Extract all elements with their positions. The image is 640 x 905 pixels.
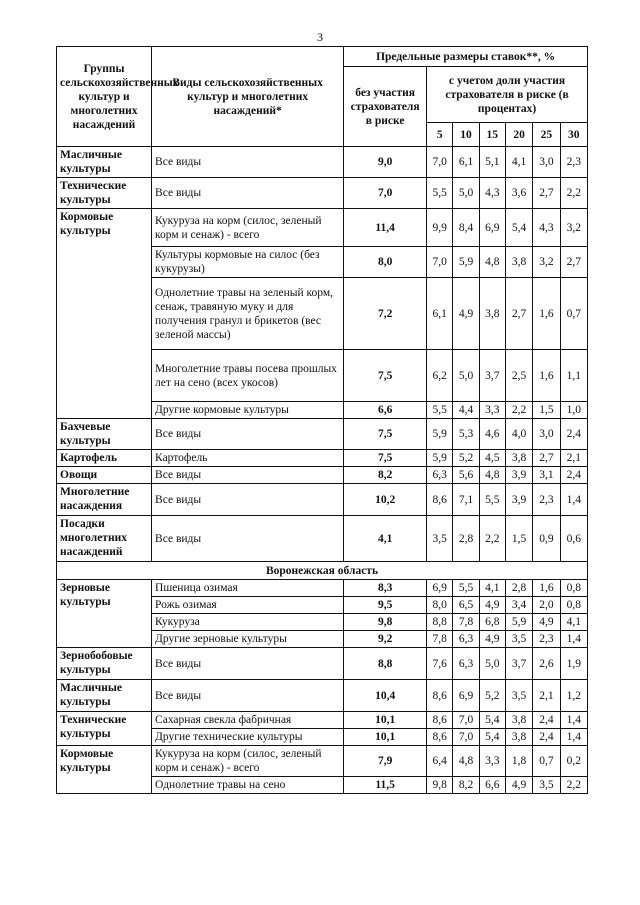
group-name: Технические культуры — [57, 712, 152, 746]
share-rate-15: 2,2 — [479, 516, 505, 562]
header-types: Виды сельскохозяйственных культур и многолетних насаждений* — [152, 47, 344, 147]
share-rate-25: 2,3 — [533, 631, 560, 648]
table-header — [57, 47, 588, 147]
share-rate-25: 3,2 — [533, 247, 560, 278]
share-rate-25: 2,7 — [533, 178, 560, 209]
table-row — [57, 147, 588, 178]
crop-name: Кукуруза — [152, 614, 344, 631]
crop-name: Все виды — [152, 178, 344, 209]
share-rate-5: 7,0 — [427, 247, 453, 278]
share-rate-30: 1,4 — [560, 484, 587, 516]
base-rate: 11,5 — [344, 777, 427, 794]
share-rate-30: 4,1 — [560, 614, 587, 631]
share-rate-30: 1,9 — [560, 648, 587, 680]
crop-name: Кукуруза на корм (силос, зеленый корм и сенаж) - всего — [152, 209, 344, 247]
share-rate-20: 3,4 — [505, 597, 532, 614]
share-rate-15: 6,8 — [479, 614, 505, 631]
share-rate-5: 8,6 — [427, 712, 453, 729]
share-rate-25: 3,0 — [533, 147, 560, 178]
base-rate: 7,5 — [344, 450, 427, 467]
share-rate-30: 2,4 — [560, 419, 587, 450]
table-row — [57, 484, 588, 516]
share-rate-10: 6,1 — [453, 147, 479, 178]
share-rate-5: 6,9 — [427, 580, 453, 597]
share-rate-10: 7,8 — [453, 614, 479, 631]
share-rate-5: 8,8 — [427, 614, 453, 631]
share-rate-20: 1,5 — [505, 516, 532, 562]
share-rate-10: 6,9 — [453, 680, 479, 712]
share-rate-20: 2,7 — [505, 278, 532, 350]
base-rate: 8,3 — [344, 580, 427, 597]
group-name: Зернобобовые культуры — [57, 648, 152, 680]
share-rate-20: 3,8 — [505, 712, 532, 729]
base-rate: 7,5 — [344, 350, 427, 402]
base-rate: 8,0 — [344, 247, 427, 278]
share-rate-25: 2,7 — [533, 450, 560, 467]
share-rate-25: 4,3 — [533, 209, 560, 247]
share-rate-5: 5,9 — [427, 450, 453, 467]
share-rate-20: 3,5 — [505, 631, 532, 648]
crop-name: Все виды — [152, 147, 344, 178]
share-rate-20: 5,9 — [505, 614, 532, 631]
share-rate-30: 2,7 — [560, 247, 587, 278]
header-no-participation: без участия страхователя в риске — [344, 67, 427, 147]
share-rate-30: 2,1 — [560, 450, 587, 467]
share-rate-15: 3,8 — [479, 278, 505, 350]
share-rate-5: 8,0 — [427, 597, 453, 614]
crop-name: Все виды — [152, 484, 344, 516]
share-rate-10: 7,1 — [453, 484, 479, 516]
share-rate-30: 3,2 — [560, 209, 587, 247]
crop-name: Другие кормовые культуры — [152, 402, 344, 419]
base-rate: 6,6 — [344, 402, 427, 419]
share-rate-25: 0,7 — [533, 746, 560, 777]
share-rate-15: 4,1 — [479, 580, 505, 597]
share-rate-25: 2,6 — [533, 648, 560, 680]
share-rate-30: 0,2 — [560, 746, 587, 777]
share-rate-10: 2,8 — [453, 516, 479, 562]
group-name: Технические культуры — [57, 178, 152, 209]
crop-name: Сахарная свекла фабричная — [152, 712, 344, 729]
crop-name: Однолетние травы на сено — [152, 777, 344, 794]
table-row — [57, 419, 588, 450]
share-rate-20: 3,6 — [505, 178, 532, 209]
crop-name: Другие технические культуры — [152, 729, 344, 746]
header-share-10: 10 — [453, 123, 479, 147]
base-rate: 7,5 — [344, 419, 427, 450]
share-rate-5: 7,6 — [427, 648, 453, 680]
share-rate-25: 1,6 — [533, 278, 560, 350]
share-rate-20: 3,5 — [505, 680, 532, 712]
region-row — [57, 562, 588, 580]
share-rate-10: 5,2 — [453, 450, 479, 467]
share-rate-20: 3,8 — [505, 450, 532, 467]
table-row — [57, 450, 588, 467]
share-rate-25: 2,4 — [533, 729, 560, 746]
crop-name: Однолетние травы на зеленый корм, сенаж, травяную муку и для получения гранул и брикетов (вес зеленой массы) — [152, 278, 344, 350]
share-rate-5: 5,9 — [427, 419, 453, 450]
share-rate-15: 6,9 — [479, 209, 505, 247]
crop-name: Другие зерновые культуры — [152, 631, 344, 648]
header-share-20: 20 — [505, 123, 532, 147]
base-rate: 11,4 — [344, 209, 427, 247]
share-rate-15: 6,6 — [479, 777, 505, 794]
share-rate-20: 3,8 — [505, 247, 532, 278]
share-rate-5: 8,6 — [427, 729, 453, 746]
base-rate: 4,1 — [344, 516, 427, 562]
share-rate-25: 3,1 — [533, 467, 560, 484]
share-rate-10: 5,0 — [453, 178, 479, 209]
base-rate: 9,8 — [344, 614, 427, 631]
share-rate-15: 5,4 — [479, 729, 505, 746]
share-rate-10: 4,4 — [453, 402, 479, 419]
share-rate-20: 3,9 — [505, 484, 532, 516]
share-rate-15: 4,8 — [479, 467, 505, 484]
group-name: Многолетние насаждения — [57, 484, 152, 516]
share-rate-15: 5,5 — [479, 484, 505, 516]
group-name: Овощи — [57, 467, 152, 484]
header-with-participation: с учетом доли участия страхователя в риске (в процентах) — [427, 67, 588, 123]
group-name: Бахчевые культуры — [57, 419, 152, 450]
share-rate-15: 4,8 — [479, 247, 505, 278]
share-rate-25: 2,3 — [533, 484, 560, 516]
share-rate-25: 3,5 — [533, 777, 560, 794]
share-rate-5: 6,1 — [427, 278, 453, 350]
share-rate-5: 8,6 — [427, 680, 453, 712]
crop-name: Рожь озимая — [152, 597, 344, 614]
share-rate-30: 1,4 — [560, 729, 587, 746]
share-rate-15: 4,5 — [479, 450, 505, 467]
crop-name: Картофель — [152, 450, 344, 467]
share-rate-10: 6,3 — [453, 648, 479, 680]
share-rate-10: 7,0 — [453, 712, 479, 729]
share-rate-10: 6,5 — [453, 597, 479, 614]
share-rate-10: 8,2 — [453, 777, 479, 794]
base-rate: 7,9 — [344, 746, 427, 777]
base-rate: 8,2 — [344, 467, 427, 484]
crop-name: Многолетние травы посева прошлых лет на сено (всех укосов) — [152, 350, 344, 402]
share-rate-25: 0,9 — [533, 516, 560, 562]
share-rate-25: 2,4 — [533, 712, 560, 729]
share-rate-25: 3,0 — [533, 419, 560, 450]
share-rate-15: 5,0 — [479, 648, 505, 680]
crop-name: Все виды — [152, 467, 344, 484]
share-rate-20: 2,2 — [505, 402, 532, 419]
crop-name: Пшеница озимая — [152, 580, 344, 597]
share-rate-10: 7,0 — [453, 729, 479, 746]
share-rate-20: 4,0 — [505, 419, 532, 450]
share-rate-5: 7,0 — [427, 147, 453, 178]
page-number: 3 — [317, 30, 323, 44]
share-rate-5: 5,5 — [427, 178, 453, 209]
share-rate-30: 0,7 — [560, 278, 587, 350]
table-row — [57, 712, 588, 729]
header-share-30: 30 — [560, 123, 587, 147]
crop-name: Все виды — [152, 680, 344, 712]
group-name: Кормовые культуры — [57, 209, 152, 419]
group-name: Посадки многолетних насаждений — [57, 516, 152, 562]
table-row — [57, 178, 588, 209]
share-rate-30: 0,8 — [560, 597, 587, 614]
base-rate: 9,0 — [344, 147, 427, 178]
share-rate-20: 3,9 — [505, 467, 532, 484]
table-row — [57, 746, 588, 777]
header-groups: Группы сельскохозяйственных культур и многолетних насаждений — [57, 47, 152, 147]
share-rate-30: 1,0 — [560, 402, 587, 419]
share-rate-25: 1,5 — [533, 402, 560, 419]
share-rate-30: 2,3 — [560, 147, 587, 178]
share-rate-5: 8,6 — [427, 484, 453, 516]
base-rate: 7,0 — [344, 178, 427, 209]
base-rate: 10,1 — [344, 712, 427, 729]
base-rate: 9,2 — [344, 631, 427, 648]
group-name: Зерновые культуры — [57, 580, 152, 648]
share-rate-5: 6,2 — [427, 350, 453, 402]
share-rate-30: 2,4 — [560, 467, 587, 484]
header-share-15: 15 — [479, 123, 505, 147]
share-rate-10: 5,6 — [453, 467, 479, 484]
share-rate-5: 9,8 — [427, 777, 453, 794]
share-rate-5: 7,8 — [427, 631, 453, 648]
share-rate-30: 0,8 — [560, 580, 587, 597]
share-rate-15: 5,4 — [479, 712, 505, 729]
table-row — [57, 467, 588, 484]
share-rate-15: 3,3 — [479, 402, 505, 419]
share-rate-10: 4,8 — [453, 746, 479, 777]
header-share-5: 5 — [427, 123, 453, 147]
base-rate: 8,8 — [344, 648, 427, 680]
crop-name: Все виды — [152, 516, 344, 562]
region-title: Воронежская область — [57, 562, 588, 580]
share-rate-15: 3,7 — [479, 350, 505, 402]
crop-name: Все виды — [152, 648, 344, 680]
share-rate-15: 4,9 — [479, 597, 505, 614]
share-rate-20: 4,9 — [505, 777, 532, 794]
share-rate-30: 1,4 — [560, 712, 587, 729]
share-rate-30: 1,1 — [560, 350, 587, 402]
share-rate-15: 5,2 — [479, 680, 505, 712]
share-rate-30: 1,4 — [560, 631, 587, 648]
share-rate-15: 5,1 — [479, 147, 505, 178]
group-name: Масличные культуры — [57, 147, 152, 178]
group-name: Картофель — [57, 450, 152, 467]
table-row — [57, 209, 588, 247]
base-rate: 10,4 — [344, 680, 427, 712]
insurance-rates-table — [56, 46, 588, 794]
base-rate: 10,2 — [344, 484, 427, 516]
crop-name: Кукуруза на корм (силос, зеленый корм и сенаж) - всего — [152, 746, 344, 777]
base-rate: 7,2 — [344, 278, 427, 350]
share-rate-5: 3,5 — [427, 516, 453, 562]
share-rate-25: 2,0 — [533, 597, 560, 614]
share-rate-15: 4,6 — [479, 419, 505, 450]
crop-name: Все виды — [152, 419, 344, 450]
group-name: Кормовые культуры — [57, 746, 152, 794]
share-rate-10: 8,4 — [453, 209, 479, 247]
header-share-25: 25 — [533, 123, 560, 147]
share-rate-20: 2,5 — [505, 350, 532, 402]
share-rate-30: 2,2 — [560, 178, 587, 209]
share-rate-20: 3,7 — [505, 648, 532, 680]
share-rate-20: 2,8 — [505, 580, 532, 597]
share-rate-5: 6,3 — [427, 467, 453, 484]
share-rate-30: 0,6 — [560, 516, 587, 562]
share-rate-25: 4,9 — [533, 614, 560, 631]
table-row — [57, 580, 588, 597]
share-rate-15: 4,3 — [479, 178, 505, 209]
share-rate-15: 3,3 — [479, 746, 505, 777]
share-rate-5: 9,9 — [427, 209, 453, 247]
share-rate-30: 2,2 — [560, 777, 587, 794]
header-rates: Предельные размеры ставок**, % — [344, 47, 588, 67]
share-rate-10: 5,5 — [453, 580, 479, 597]
share-rate-20: 4,1 — [505, 147, 532, 178]
share-rate-10: 5,3 — [453, 419, 479, 450]
share-rate-10: 6,3 — [453, 631, 479, 648]
group-name: Масличные культуры — [57, 680, 152, 712]
share-rate-25: 1,6 — [533, 580, 560, 597]
crop-name: Культуры кормовые на силос (без кукурузы) — [152, 247, 344, 278]
share-rate-10: 5,0 — [453, 350, 479, 402]
share-rate-20: 3,8 — [505, 729, 532, 746]
table-row — [57, 516, 588, 562]
share-rate-25: 1,6 — [533, 350, 560, 402]
base-rate: 9,5 — [344, 597, 427, 614]
table-row — [57, 680, 588, 712]
share-rate-10: 4,9 — [453, 278, 479, 350]
share-rate-15: 4,9 — [479, 631, 505, 648]
share-rate-30: 1,2 — [560, 680, 587, 712]
share-rate-25: 2,1 — [533, 680, 560, 712]
share-rate-20: 5,4 — [505, 209, 532, 247]
share-rate-5: 6,4 — [427, 746, 453, 777]
share-rate-10: 5,9 — [453, 247, 479, 278]
share-rate-5: 5,5 — [427, 402, 453, 419]
base-rate: 10,1 — [344, 729, 427, 746]
table-row — [57, 648, 588, 680]
share-rate-20: 1,8 — [505, 746, 532, 777]
table-body — [57, 147, 588, 794]
